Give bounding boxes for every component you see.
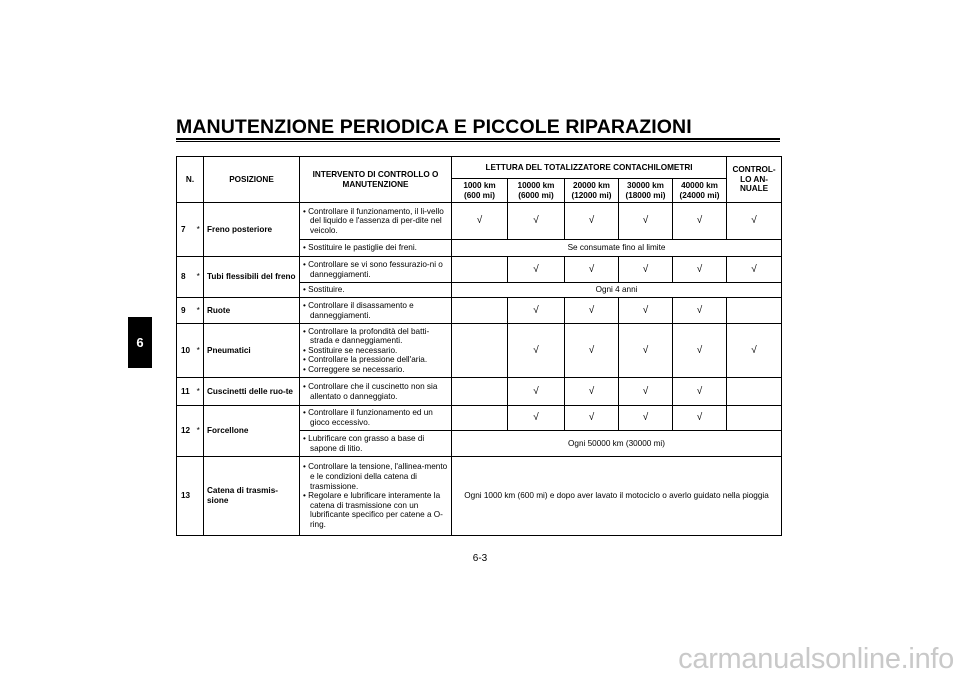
check-mark: √ (452, 203, 508, 240)
table-row-8 (177, 257, 782, 283)
check-mark: √ (619, 378, 673, 406)
header-km-30000: 30000 km (18000 mi) (619, 179, 673, 203)
check-cell-empty (452, 324, 508, 378)
check-mark: √ (727, 324, 782, 378)
check-mark: √ (619, 406, 673, 431)
check-mark: √ (673, 378, 727, 406)
check-mark: √ (508, 324, 565, 378)
check-cell-empty (727, 406, 782, 431)
row-star (194, 457, 204, 536)
check-mark: √ (727, 257, 782, 283)
check-mark: √ (565, 406, 619, 431)
check-mark: √ (727, 203, 782, 240)
row-number: 11 (177, 378, 194, 406)
header-odometer: LETTURA DEL TOTALIZZATORE CONTACHILOMETRI (452, 157, 727, 179)
row-interval: Ogni 4 anni (452, 283, 782, 298)
header-position: POSIZIONE (204, 157, 300, 203)
check-mark: √ (619, 324, 673, 378)
check-mark: √ (673, 406, 727, 431)
row-position: Forcellone (204, 406, 300, 457)
check-mark: √ (565, 324, 619, 378)
row-star: * (194, 378, 204, 406)
header-km-20000: 20000 km (12000 mi) (565, 179, 619, 203)
row-number: 8 (177, 257, 194, 298)
row-star: * (194, 406, 204, 457)
row-interval: Ogni 50000 km (30000 mi) (452, 431, 782, 457)
chapter-tab: 6 (128, 317, 152, 368)
check-mark: √ (565, 298, 619, 324)
check-mark: √ (508, 298, 565, 324)
header-km-1000: 1000 km (600 mi) (452, 179, 508, 203)
row-star: * (194, 298, 204, 324)
header-km-40000: 40000 km (24000 mi) (673, 179, 727, 203)
row-number: 7 (177, 203, 194, 257)
row-position: Cuscinetti delle ruo-te (204, 378, 300, 406)
check-cell-empty (727, 298, 782, 324)
title-rule-thin (176, 141, 780, 142)
check-mark: √ (508, 378, 565, 406)
table-row-12 (177, 406, 782, 431)
title-rule (176, 138, 780, 140)
row-number: 9 (177, 298, 194, 324)
check-mark: √ (673, 203, 727, 240)
page-number: 6-3 (472, 553, 488, 564)
check-cell-empty (452, 257, 508, 283)
check-cell-empty (452, 378, 508, 406)
row-position: Freno posteriore (204, 203, 300, 257)
row-intervention: • Controllare la tensione, l'allinea-mento e le condizioni della catena di trasmissione. • Regolare e lubrificare interamente la catena di trasmissione con un lubrificante specifico per catene a O-ring. (300, 457, 452, 536)
table-row-13 (177, 457, 782, 536)
check-mark: √ (508, 203, 565, 240)
header-km-10000: 10000 km (6000 mi) (508, 179, 565, 203)
check-mark: √ (508, 406, 565, 431)
row-intervention: • Controllare la profondità del batti-strada e danneggiamenti. • Sostituire se necessario. • Controllare la pressione dell'aria. • Correggere se necessario. (300, 324, 452, 378)
row-intervention: • Controllare se vi sono fessurazio-ni o danneggiamenti. (300, 257, 452, 283)
check-mark: √ (508, 257, 565, 283)
row-intervention: • Lubrificare con grasso a base di sapone di litio. (300, 431, 452, 457)
header-intervention: INTERVENTO DI CONTROLLO O MANUTENZIONE (300, 157, 452, 203)
row-position: Tubi flessibili del freno (204, 257, 300, 298)
page-title: MANUTENZIONE PERIODICA E PICCOLE RIPARAZIONI (176, 116, 692, 138)
header-annual-control: CONTROL-LO AN-NUALE (727, 157, 782, 203)
check-mark: √ (619, 257, 673, 283)
check-mark: √ (619, 203, 673, 240)
row-intervention: • Controllare che il cuscinetto non sia allentato o danneggiato. (300, 378, 452, 406)
check-mark: √ (673, 298, 727, 324)
table-row-9 (177, 298, 782, 324)
row-star: * (194, 203, 204, 257)
check-mark: √ (565, 203, 619, 240)
table-row-10 (177, 324, 782, 378)
check-mark: √ (619, 298, 673, 324)
row-number: 10 (177, 324, 194, 378)
check-mark: √ (565, 257, 619, 283)
row-number: 13 (177, 457, 194, 536)
row-position: Pneumatici (204, 324, 300, 378)
row-intervention: • Sostituire le pastiglie dei freni. (300, 240, 452, 257)
table-row-11 (177, 378, 782, 406)
watermark: carmanualsonline.info (678, 643, 954, 675)
row-intervention: • Controllare il funzionamento, il li-vello del liquido e l'assenza di per-dite nel veicolo. (300, 203, 452, 240)
row-interval: Ogni 1000 km (600 mi) e dopo aver lavato il motociclo o averlo guidato nella pioggia (452, 457, 782, 536)
row-star: * (194, 257, 204, 298)
check-cell-empty (452, 298, 508, 324)
row-intervention: • Controllare il funzionamento ed un gioco eccessivo. (300, 406, 452, 431)
row-intervention: • Controllare il disassamento e danneggiamenti. (300, 298, 452, 324)
row-intervention: • Sostituire. (300, 283, 452, 298)
check-cell-empty (452, 406, 508, 431)
check-mark: √ (673, 257, 727, 283)
maintenance-table (176, 156, 782, 536)
check-cell-empty (727, 378, 782, 406)
check-mark: √ (565, 378, 619, 406)
row-position: Catena di trasmis-sione (204, 457, 300, 536)
table-row-7 (177, 203, 782, 240)
row-interval: Se consumate fino al limite (452, 240, 782, 257)
row-star: * (194, 324, 204, 378)
row-position: Ruote (204, 298, 300, 324)
check-mark: √ (673, 324, 727, 378)
header-num: N. (177, 157, 204, 203)
row-number: 12 (177, 406, 194, 457)
